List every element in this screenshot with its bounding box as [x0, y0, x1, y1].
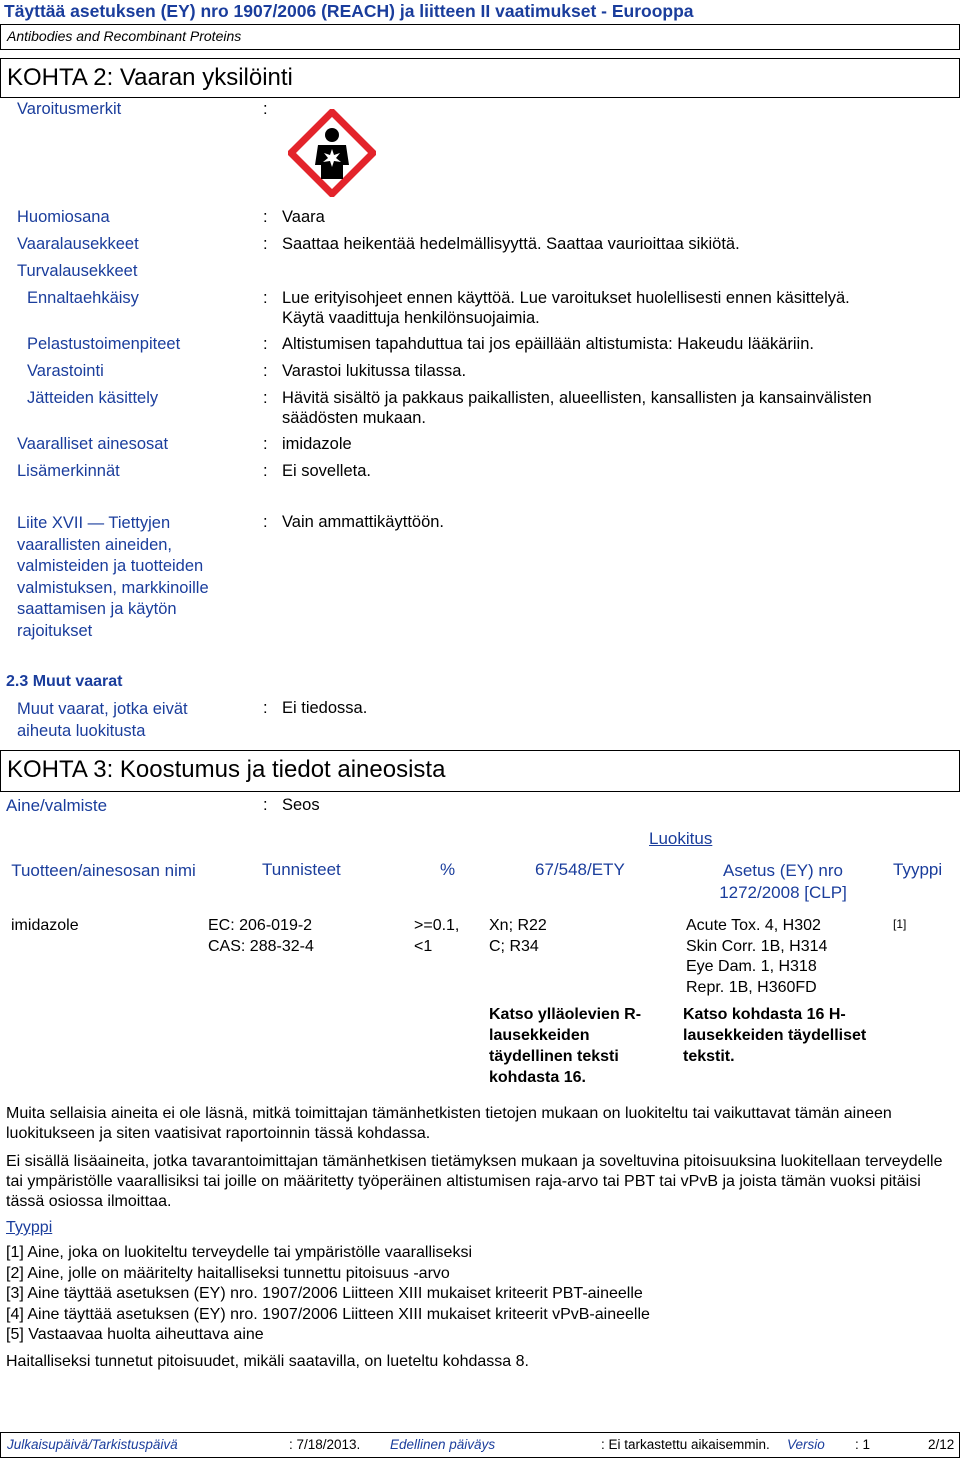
footer-date-label: Julkaisupäivä/Tarkistuspäivä [7, 1437, 178, 1452]
row-clp-2: Skin Corr. 1B, H314 [686, 938, 828, 955]
other-hazards-value: Ei tiedossa. [282, 699, 368, 717]
type-item-4: [4] Aine täyttää asetuksen (EY) nro. 1907/2006 Liitteen XIII mukaiset kriteerit vPvB-aineelle [6, 1306, 650, 1323]
section-3-header [0, 750, 960, 792]
col-identifiers-header: Tunnisteet [262, 860, 341, 879]
hazard-statements-value: Saattaa heikentää hedelmällisyyttä. Saattaa vaurioittaa sikiötä. [282, 235, 740, 253]
hazardous-ingredients-label: Vaaralliset ainesosat [17, 435, 169, 453]
response-label: Pelastustoimenpiteet [27, 335, 181, 353]
row-clp-note: Katso kohdasta 16 H-lausekkeiden täydelliset tekstit. [683, 1006, 867, 1065]
other-hazards-label: Muut vaarat, jotka eivät aiheuta luokitusta [17, 700, 188, 740]
signal-word-value: Vaara [282, 208, 325, 226]
response-value: Altistumisen tapahduttua tai jos epäillään altistumista: Hakeudu lääkäriin. [282, 335, 814, 353]
colon: : [263, 289, 268, 307]
colon: : [263, 335, 268, 353]
row-clp-1: Acute Tox. 4, H302 [686, 917, 821, 934]
colon: : [263, 362, 268, 380]
row-cas-number: CAS: 288-32-4 [208, 938, 314, 955]
warning-label: Varoitusmerkit [17, 100, 122, 118]
exposure-limit-note: Haitalliseksi tunnetut pitoisuudet, mikäli saatavilla, on lueteltu kohdassa 8. [6, 1353, 529, 1370]
col-percent-header: % [440, 860, 456, 879]
annex-xvii-value: Vain ammattikäyttöön. [282, 513, 445, 531]
type-item-2: [2] Aine, jolle on määritelty haitalliseksi tunnettu pitoisuus -arvo [6, 1265, 450, 1282]
supplemental-label: Lisämerkinnät [17, 462, 120, 480]
prevention-label: Ennaltaehkäisy [27, 289, 139, 307]
row-percent-min: >=0.1, [414, 917, 460, 934]
disposal-value-line-1: Hävitä sisältö ja pakkaus paikallisten, alueellisten, kansallisten ja kansainvälisten [282, 389, 872, 407]
substance-value: Seos [282, 796, 320, 814]
row-type: [1] [893, 917, 907, 931]
storage-value: Varastoi lukitussa tilassa. [282, 362, 467, 380]
colon: : [263, 100, 268, 118]
prevention-value-line-2: Käytä vaadittuja henkilönsuojaimia. [282, 309, 540, 327]
health-hazard-icon [288, 109, 376, 197]
annex-xvii-label: Liite XVII — Tiettyjen vaarallisten aineiden, valmisteiden ja tuotteiden valmistuksen, markkinoille saattamisen ja käytön rajoitukset [17, 514, 209, 640]
prevention-value-line-1: Lue erityisohjeet ennen käyttöä. Lue varoitukset huolellisesti ennen käsittelyä. [282, 289, 850, 307]
product-name-box [0, 24, 960, 50]
colon: : [263, 235, 268, 253]
colon: : [263, 796, 268, 814]
footer-version-value: : 1 [855, 1437, 871, 1452]
row-dsd-note: Katso ylläolevien R-lausekkeiden täydellinen teksti kohdasta 16. [489, 1006, 642, 1086]
footer-previous-label: Edellinen päiväys [390, 1437, 496, 1452]
hazardous-ingredients-value: imidazole [282, 435, 352, 453]
hazard-statements-label: Vaaralausekkeet [17, 235, 139, 253]
row-ec-number: EC: 206-019-2 [208, 917, 313, 934]
other-hazards-heading: 2.3 Muut vaarat [6, 673, 123, 690]
colon: : [263, 208, 268, 226]
storage-label: Varastointi [27, 362, 104, 380]
type-item-3: [3] Aine täyttää asetuksen (EY) nro. 1907/2006 Liitteen XIII mukaiset kriteerit PBT-aineelle [6, 1285, 643, 1302]
classification-header: Luokitus [649, 829, 713, 848]
type-item-1: [1] Aine, joka on luokiteltu terveydelle tai ympäristölle vaaralliseksi [6, 1244, 473, 1261]
colon: : [263, 513, 268, 531]
paragraph-other-substances: Muita sellaisia aineita ei ole läsnä, mitkä toimittajan tämänhetkisten tietojen mukaan on luokiteltu tai vaikuttavat tämän aineen luokitukseen ja siten vaatisivat raportoinnin tässä kohdassa. [6, 1105, 892, 1142]
row-clp-4: Repr. 1B, H360FD [686, 979, 817, 996]
page-footer [0, 1432, 960, 1458]
colon: : [263, 462, 268, 480]
footer-page-number: 2/12 [928, 1437, 955, 1452]
row-dsd-1: Xn; R22 [489, 917, 547, 934]
type-heading: Tyyppi [6, 1219, 53, 1236]
col-type-header: Tyyppi [893, 860, 943, 879]
section-3-title: KOHTA 3: Koostumus ja tiedot aineosista [7, 756, 446, 783]
footer-version-label: Versio [787, 1437, 825, 1452]
row-dsd-2: C; R34 [489, 938, 539, 955]
section-2-title: KOHTA 2: Vaaran yksilöinti [7, 64, 293, 91]
colon: : [263, 699, 268, 717]
row-percent-max: <1 [414, 938, 433, 955]
row-clp-3: Eye Dam. 1, H318 [686, 958, 817, 975]
col-name-header: Tuotteen/ainesosan nimi [11, 861, 196, 880]
precautionary-statements-label: Turvalausekkeet [17, 262, 138, 280]
disposal-label: Jätteiden käsittely [27, 389, 159, 407]
substance-label: Aine/valmiste [6, 796, 108, 815]
supplemental-value: Ei sovelleta. [282, 462, 371, 480]
disposal-value-line-2: säädösten mukaan. [282, 409, 427, 427]
footer-date-value: : 7/18/2013. [289, 1437, 361, 1452]
col-dsd-header: 67/548/ETY [535, 860, 625, 879]
footer-previous-value: : Ei tarkastettu aikaisemmin. [601, 1437, 770, 1452]
paragraph-additives: Ei sisällä lisäaineita, jotka tavarantoimittajan tämänhetkisen tietämyksen mukaan ja soveltuvina pitoisuuksina luokitellaan terveydelle tai ympäristölle vaarallisiksi tai joille on määritetty työperäinen altistumisen raja-arvo tai PBT tai vPvB ja joista tämän vuoksi pitäisi tässä osiossa ilmoittaa. [6, 1153, 943, 1210]
colon: : [263, 389, 268, 407]
document-header-title: Täyttää asetuksen (EY) nro 1907/2006 (REACH) ja liitteen II vaatimukset - Eurooppa [4, 1, 694, 21]
section-2-header [0, 58, 960, 98]
col-clp-header: Asetus (EY) nro 1272/2008 [CLP] [719, 861, 847, 902]
type-item-5: [5] Vastaavaa huolta aiheuttava aine [6, 1326, 264, 1343]
row-name: imidazole [11, 917, 79, 934]
signal-word-label: Huomiosana [17, 208, 110, 226]
product-name: Antibodies and Recombinant Proteins [7, 28, 242, 44]
colon: : [263, 435, 268, 453]
